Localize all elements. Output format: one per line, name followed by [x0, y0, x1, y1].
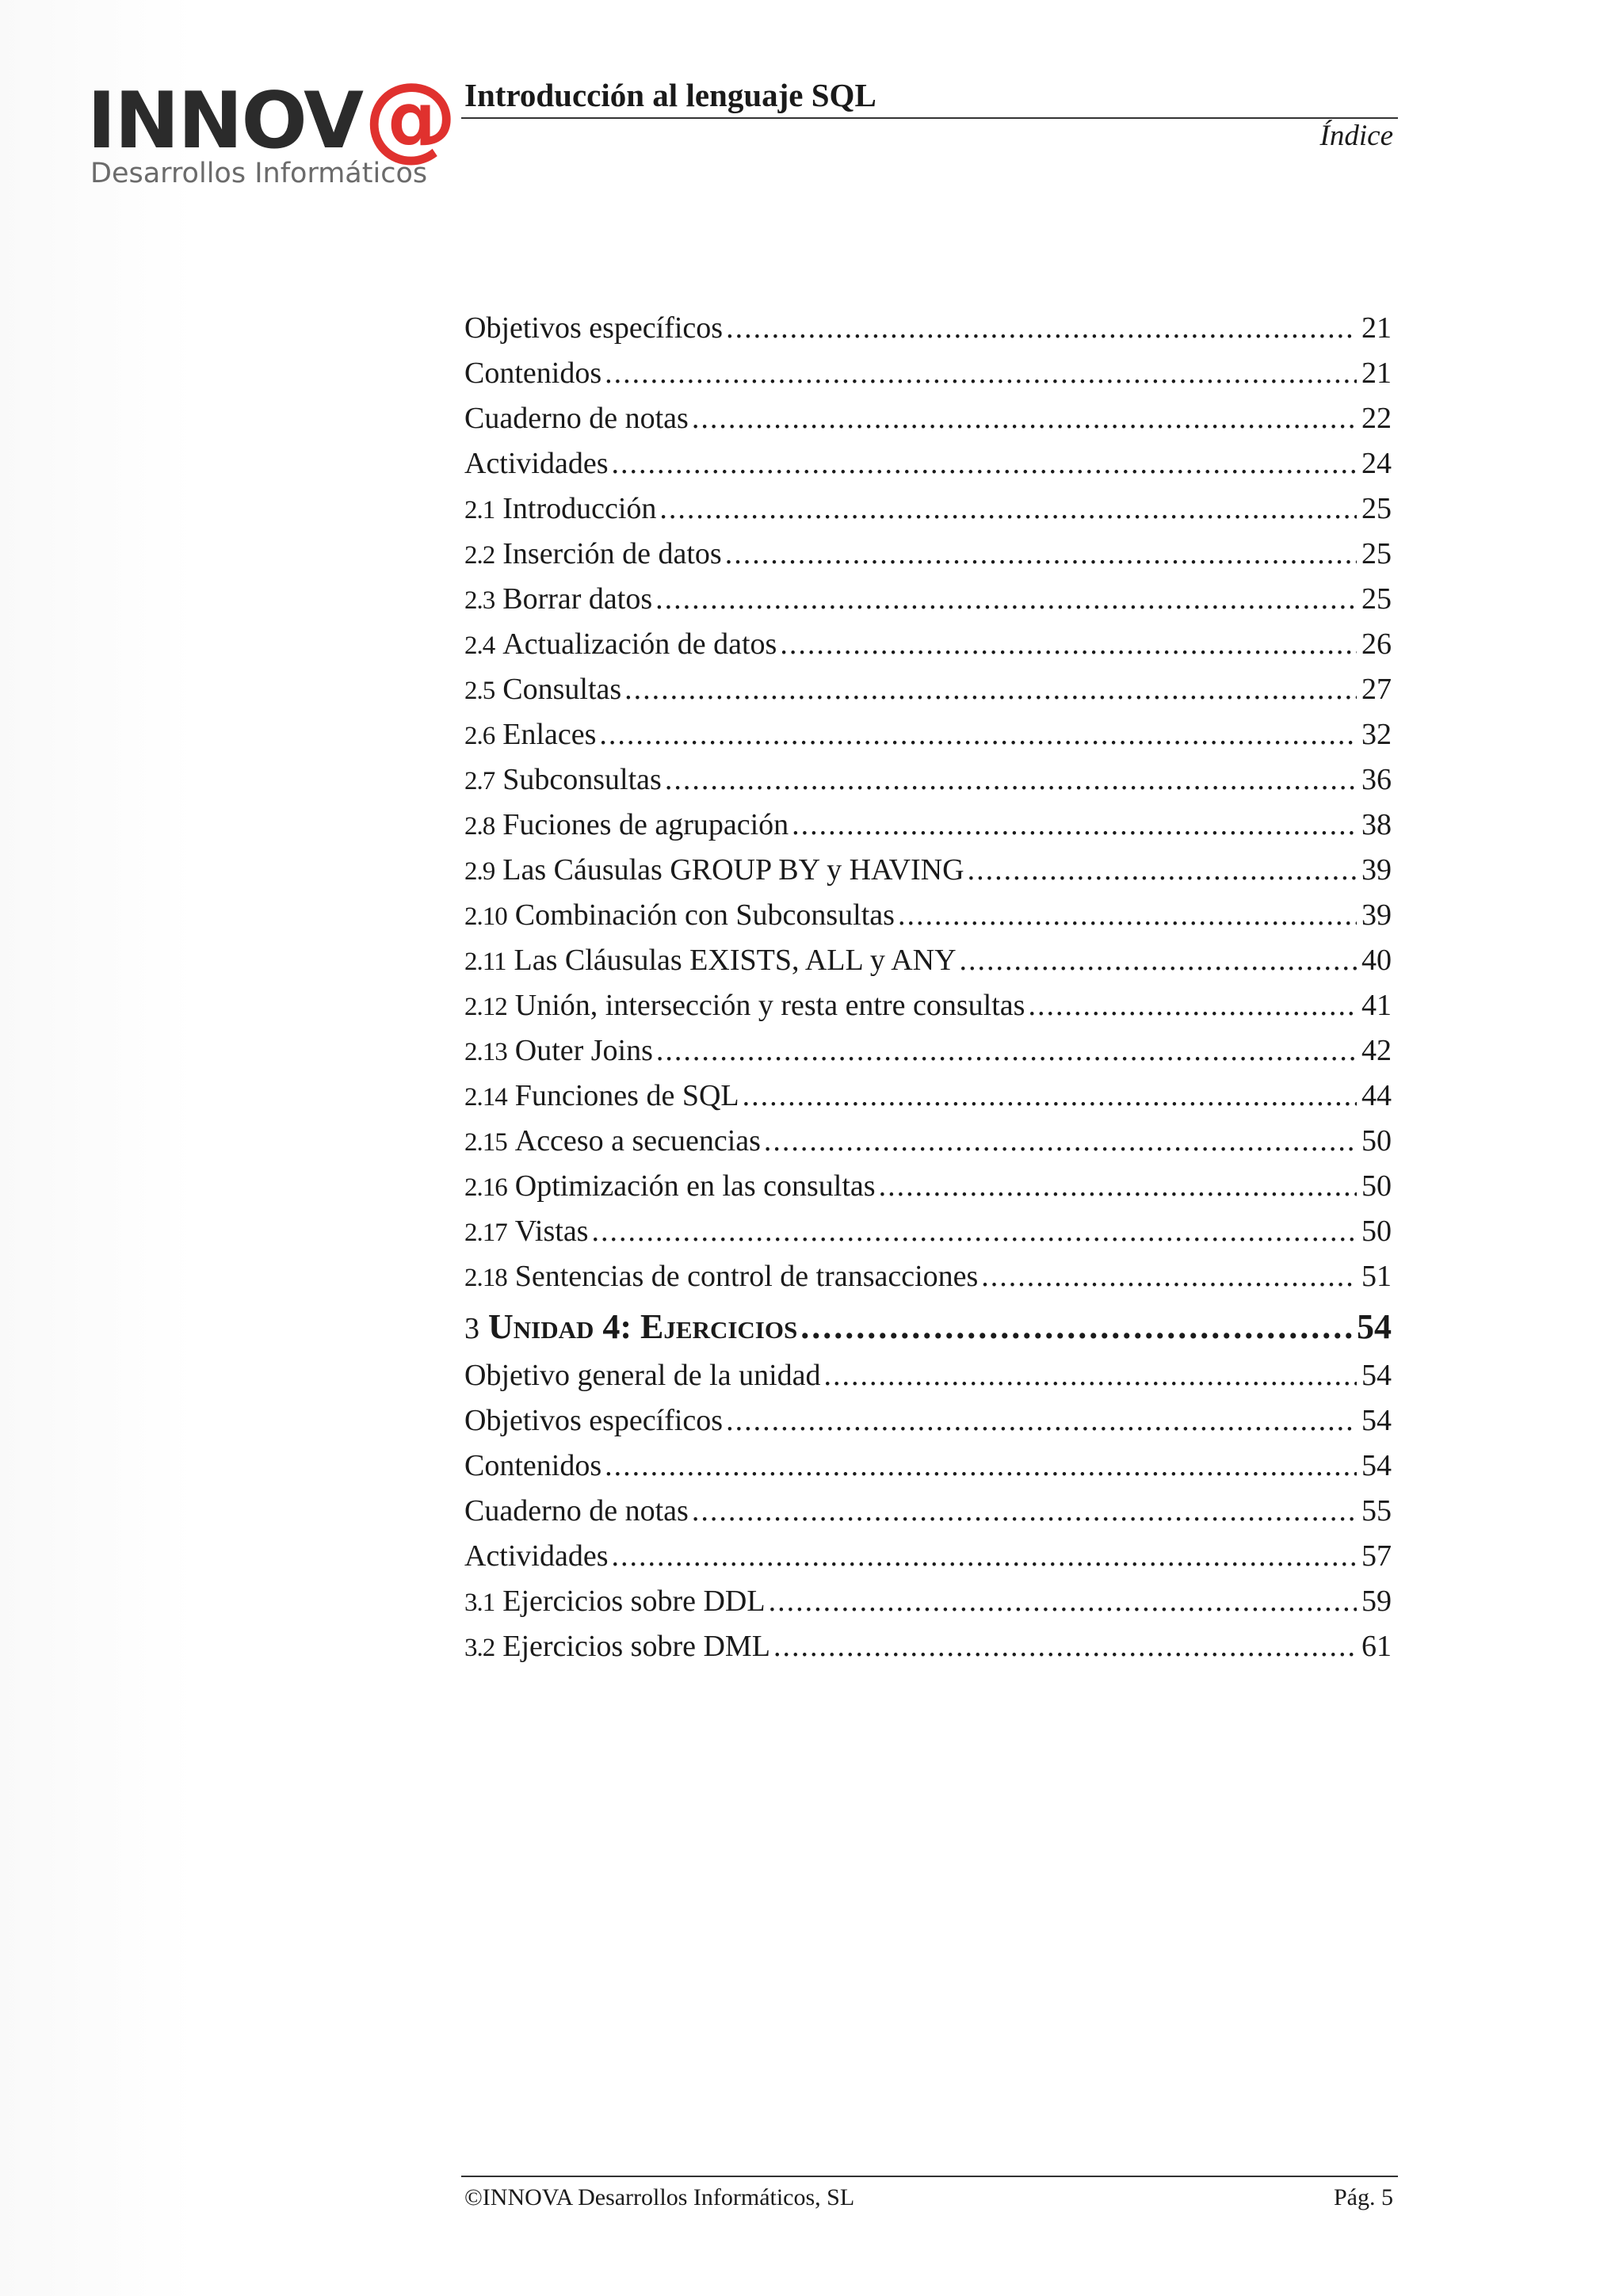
toc-entry-page: 54	[1361, 1359, 1392, 1392]
logo-subtitle: Desarrollos Informáticos	[90, 158, 428, 189]
toc-dot-leader	[879, 1164, 1357, 1209]
toc-entry-page: 54	[1357, 1307, 1392, 1346]
toc-entry[interactable]	[464, 803, 1392, 848]
toc-entry-label: Unidad 4: Ejercicios	[488, 1307, 798, 1346]
footer-copyright: ©INNOVA Desarrollos Informáticos, SL	[464, 2184, 855, 2210]
toc-entry-label: Optimización en las consultas	[514, 1169, 876, 1203]
toc-entry-number: 2.10	[464, 902, 507, 931]
toc-entry-page: 38	[1361, 808, 1392, 841]
toc-entry-page: 25	[1361, 582, 1392, 616]
toc-entry-label: Subconsultas	[502, 763, 662, 796]
section-title: Índice	[1319, 120, 1393, 152]
toc-entry-label: Contenidos	[464, 1449, 602, 1482]
toc-entry-number: 2.9	[464, 857, 495, 886]
toc-entry-label: Las Cláusulas EXISTS, ALL y ANY	[514, 944, 957, 977]
toc-entry-label: Contenidos	[464, 357, 602, 390]
toc-entry-label: Cuaderno de notas	[464, 1494, 689, 1527]
toc-dot-leader	[726, 1398, 1357, 1444]
footer-page-number: Pág. 5	[1334, 2184, 1393, 2210]
toc-entry-page: 54	[1361, 1449, 1392, 1482]
toc-entry[interactable]	[464, 396, 1392, 441]
toc-entry-label: Borrar datos	[502, 582, 653, 616]
toc-entry-label: Las Cáusulas GROUP BY y HAVING	[502, 853, 964, 887]
toc-entry-number: 2.3	[464, 586, 495, 615]
toc-entry-number: 2.2	[464, 541, 495, 570]
toc-entry-page: 59	[1361, 1585, 1392, 1618]
document-title: Introducción al lenguaje SQL	[464, 77, 876, 113]
toc-entry-page: 51	[1361, 1260, 1392, 1293]
toc-dot-leader	[665, 757, 1357, 803]
toc-entry-label: Unión, intersección y resta entre consultas	[514, 989, 1025, 1022]
toc-dot-leader	[612, 1534, 1357, 1579]
logo-mark	[87, 62, 458, 171]
toc-entry-number: 2.7	[464, 767, 495, 795]
toc-entry-label: Combinación con Subconsultas	[514, 898, 895, 932]
toc-dot-leader	[824, 1353, 1357, 1398]
toc-entry[interactable]	[464, 532, 1392, 577]
toc-dot-leader	[692, 1489, 1357, 1534]
toc-dot-leader	[800, 1301, 1354, 1353]
toc-entry[interactable]	[464, 306, 1392, 351]
toc-dot-leader	[773, 1624, 1357, 1669]
toc-entry[interactable]	[464, 1353, 1392, 1398]
toc-dot-leader	[960, 938, 1357, 983]
toc-entry-page: 57	[1361, 1539, 1392, 1573]
toc-entry-page: 54	[1361, 1404, 1392, 1437]
toc-dot-leader	[743, 1074, 1357, 1119]
toc-entry-label: Enlaces	[502, 718, 597, 751]
toc-entry-page: 61	[1361, 1630, 1392, 1663]
toc-entry-label: Objetivo general de la unidad	[464, 1359, 821, 1392]
toc-entry-page: 27	[1361, 673, 1392, 706]
toc-dot-leader	[692, 396, 1357, 441]
toc-entry[interactable]	[464, 1444, 1392, 1489]
toc-entry-page: 39	[1361, 898, 1392, 932]
toc-entry[interactable]	[464, 1489, 1392, 1534]
toc-entry-label: Actualización de datos	[502, 627, 777, 661]
toc-entry-page: 55	[1361, 1494, 1392, 1527]
toc-entry-page: 21	[1361, 357, 1392, 390]
toc-dot-leader	[898, 893, 1357, 938]
toc-entry[interactable]	[464, 757, 1392, 803]
toc-entry-number: 3.1	[464, 1589, 495, 1617]
toc-entry-label: Consultas	[502, 673, 622, 706]
toc-entry-number: 2.6	[464, 722, 495, 750]
toc-entry[interactable]	[464, 938, 1392, 983]
toc-entry-label: Vistas	[514, 1215, 589, 1248]
toc-entry[interactable]	[464, 1624, 1392, 1669]
toc-entry-number: 2.1	[464, 496, 495, 524]
toc-entry[interactable]	[464, 848, 1392, 893]
toc-entry-page: 36	[1361, 763, 1392, 796]
toc-entry[interactable]	[464, 983, 1392, 1028]
toc-entry[interactable]	[464, 1119, 1392, 1164]
toc-entry-label: Funciones de SQL	[514, 1079, 739, 1112]
toc-unit-heading[interactable]	[464, 1301, 1392, 1353]
toc-entry[interactable]	[464, 1209, 1392, 1254]
toc-dot-leader	[780, 622, 1357, 667]
toc-entry[interactable]	[464, 351, 1392, 396]
toc-entry-label: Actividades	[464, 447, 609, 480]
toc-dot-leader	[655, 577, 1357, 622]
toc-entry-page: 32	[1361, 718, 1392, 751]
toc-dot-leader	[591, 1209, 1357, 1254]
toc-dot-leader	[656, 1028, 1357, 1074]
toc-dot-leader	[764, 1119, 1357, 1164]
toc-entry-label: Outer Joins	[514, 1034, 653, 1067]
toc-dot-leader	[726, 306, 1357, 351]
toc-entry-label: Inserción de datos	[502, 537, 722, 570]
toc-entry-number: 2.17	[464, 1219, 507, 1247]
toc-entry-number: 2.4	[464, 631, 495, 660]
toc-entry-page: 25	[1361, 492, 1392, 525]
toc-entry[interactable]	[464, 667, 1392, 712]
toc-entry-label: Ejercicios sobre DDL	[502, 1585, 766, 1618]
toc-dot-leader	[792, 803, 1357, 848]
header-rule	[461, 117, 1398, 119]
toc-entry-page: 41	[1361, 989, 1392, 1022]
toc-dot-leader	[769, 1579, 1357, 1624]
toc-entry-page: 42	[1361, 1034, 1392, 1067]
toc-entry-label: Sentencias de control de transacciones	[514, 1260, 979, 1293]
toc-dot-leader	[624, 667, 1357, 712]
toc-entry[interactable]	[464, 577, 1392, 622]
toc-entry-label: Ejercicios sobre DML	[502, 1630, 770, 1663]
toc-entry[interactable]	[464, 1534, 1392, 1579]
toc-dot-leader	[612, 441, 1357, 486]
toc-entry-label: Introducción	[502, 492, 657, 525]
toc-entry-number: 3	[464, 1312, 479, 1345]
toc-entry-number: 2.18	[464, 1264, 507, 1292]
toc-entry-page: 40	[1361, 944, 1392, 977]
toc-dot-leader	[599, 712, 1357, 757]
logo-word: INNOV	[87, 76, 363, 166]
toc-entry-label: Fuciones de agrupación	[502, 808, 789, 841]
toc-entry-page: 50	[1361, 1169, 1392, 1203]
toc-entry-number: 2.5	[464, 677, 495, 705]
toc-entry-label: Actividades	[464, 1539, 609, 1573]
toc-entry-page: 25	[1361, 537, 1392, 570]
toc-entry[interactable]	[464, 893, 1392, 938]
toc-entry-number: 2.15	[464, 1128, 507, 1157]
toc-entry-number: 2.12	[464, 993, 507, 1021]
toc-entry-number: 3.2	[464, 1634, 495, 1662]
toc-entry-page: 50	[1361, 1124, 1392, 1158]
toc-entry[interactable]	[464, 1074, 1392, 1119]
toc-entry-page: 24	[1361, 447, 1392, 480]
toc-dot-leader	[968, 848, 1357, 893]
toc-dot-leader	[981, 1254, 1357, 1299]
toc-entry-page: 50	[1361, 1215, 1392, 1248]
toc-entry-page: 21	[1361, 311, 1392, 345]
toc-entry[interactable]	[464, 1398, 1392, 1444]
toc-entry-number: 2.14	[464, 1083, 507, 1112]
toc-entry-label: Objetivos específicos	[464, 1404, 724, 1437]
table-of-contents	[464, 306, 1392, 1669]
toc-dot-leader	[659, 486, 1357, 532]
footer-rule	[461, 2176, 1398, 2177]
toc-entry[interactable]	[464, 622, 1392, 667]
toc-dot-leader	[1028, 983, 1357, 1028]
logo-at-sign: @	[364, 62, 458, 171]
toc-entry-label: Acceso a secuencias	[514, 1124, 761, 1158]
toc-dot-leader	[725, 532, 1357, 577]
toc-entry-page: 26	[1361, 627, 1392, 661]
toc-entry[interactable]	[464, 1164, 1392, 1209]
innova-logo	[87, 62, 460, 192]
toc-entry-page: 22	[1361, 402, 1392, 435]
toc-entry[interactable]	[464, 441, 1392, 486]
toc-dot-leader	[605, 351, 1357, 396]
toc-entry-number: 2.11	[464, 948, 506, 976]
toc-dot-leader	[605, 1444, 1357, 1489]
toc-entry[interactable]	[464, 486, 1392, 532]
toc-entry-number: 2.8	[464, 812, 495, 841]
toc-entry[interactable]	[464, 712, 1392, 757]
toc-entry-label: Cuaderno de notas	[464, 402, 689, 435]
toc-entry-page: 39	[1361, 853, 1392, 887]
toc-entry[interactable]	[464, 1028, 1392, 1074]
toc-entry[interactable]	[464, 1579, 1392, 1624]
toc-entry[interactable]	[464, 1254, 1392, 1299]
toc-entry-number: 2.13	[464, 1038, 507, 1066]
toc-entry-label: Objetivos específicos	[464, 311, 724, 345]
toc-entry-number: 2.16	[464, 1173, 507, 1202]
toc-entry-page: 44	[1361, 1079, 1392, 1112]
